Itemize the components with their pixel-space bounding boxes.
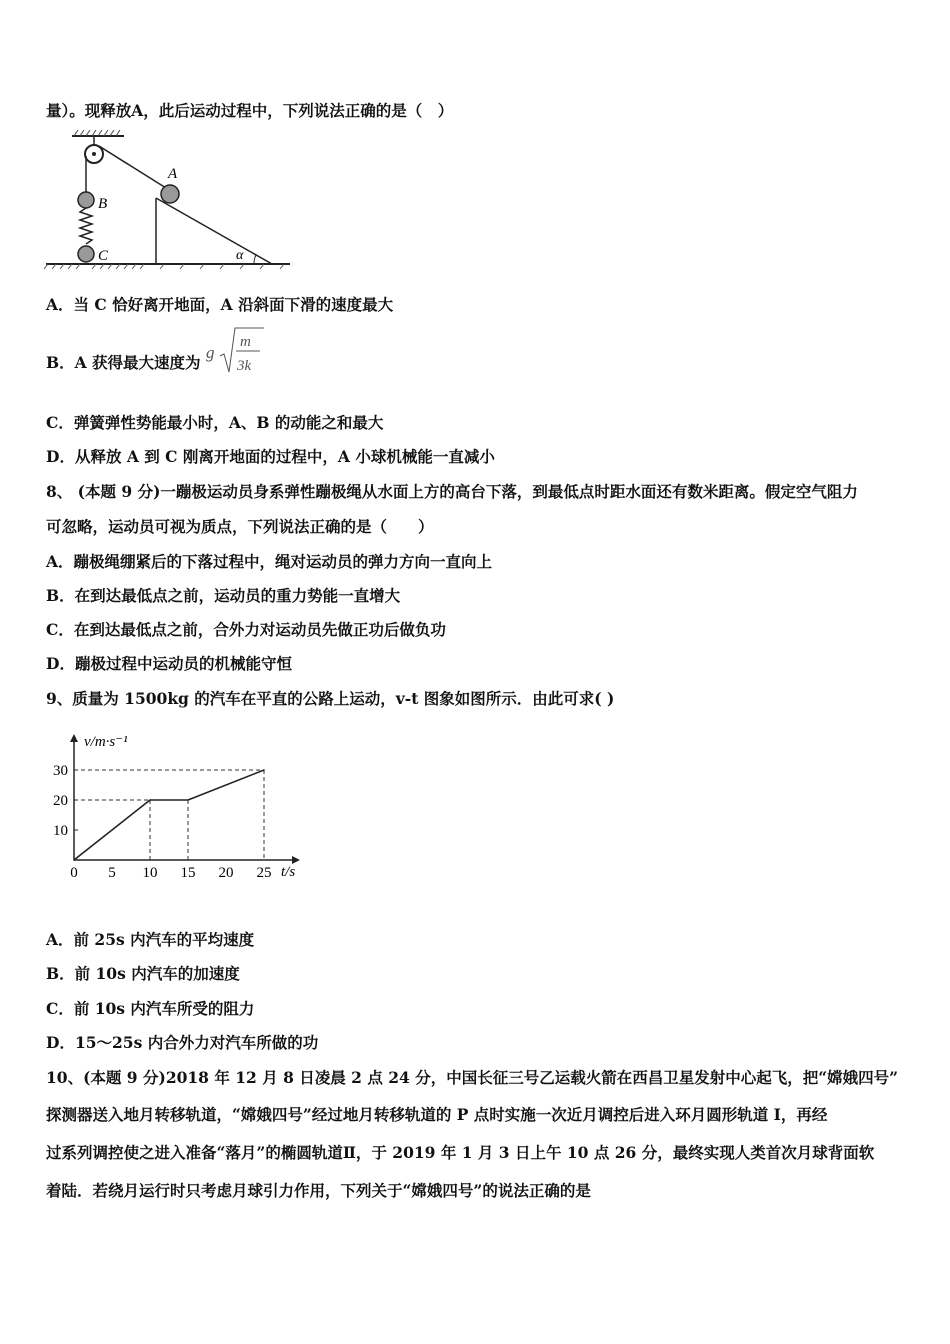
series-segment (74, 800, 150, 860)
q10-line3: 过系列调控使之进入准备“落月”的椭圆轨道Ⅱ，于 2019 年 1 月 3 日上午 10 点 26 分，最终实现人类首次月球背面软 (46, 1143, 875, 1162)
q10-line1: 10、(本题 9 分)2018 年 12 月 8 日凌晨 2 点 24 分，中国长征三号乙运载火箭在西昌卫星发射中心起飞，把“嫦娥四号” (46, 1068, 899, 1087)
svg-text:m: m (240, 334, 251, 350)
svg-text:g: g (206, 343, 215, 362)
q9-option-b: B．前 10s 内汽车的加速度 (46, 964, 240, 983)
q8-option-b: B．在到达最低点之前，运动员的重力势能一直增大 (46, 586, 401, 605)
q9-stem: 9、质量为 1500kg 的汽车在平直的公路上运动，v-t 图象如图所示．由此可求( ) (46, 689, 615, 708)
y-tick-label: 30 (53, 763, 68, 779)
q7-option-a: A．当 C 恰好离开地面，A 沿斜面下滑的速度最大 (46, 295, 394, 314)
q7-option-b: B．A 获得最大速度为 (46, 353, 201, 372)
data-point (263, 769, 265, 771)
y-tick-label: 20 (53, 793, 68, 809)
x-tick-label: 10 (142, 865, 158, 881)
formula-sqrt (206, 326, 266, 378)
q10-line2: 探测器送入地月转移轨道，“嫦娥四号”经过地月转移轨道的 P 点时实施一次近月调控后进入环月圆形轨道 I，再经 (46, 1105, 828, 1124)
x-tick-label: 5 (108, 865, 116, 881)
data-point (149, 799, 151, 801)
x-axis-label: t/s (281, 864, 296, 880)
x-tick-label: 25 (256, 865, 272, 881)
label-alpha: α (236, 248, 244, 263)
q8-option-d: D．蹦极过程中运动员的机械能守恒 (46, 654, 292, 673)
q8-stem-line1: 8、 (本题 9 分)一蹦极运动员身系弹性蹦极绳从水面上方的高台下落，到最低点时距水面还有数米距离。假定空气阻力 (46, 482, 858, 501)
q10-line4: 着陆．若绕月运行时只考虑月球引力作用，下列关于“嫦娥四号”的说法正确的是 (46, 1181, 591, 1200)
series-segment (188, 770, 264, 800)
q8-option-a: A．蹦极绳绷紧后的下落过程中，绳对运动员的弹力方向一直向上 (46, 552, 493, 571)
data-point (73, 859, 75, 861)
q9-option-a: A．前 25s 内汽车的平均速度 (46, 930, 255, 949)
y-axis-arrow (70, 734, 78, 742)
data-point (187, 799, 189, 801)
y-axis-label: v/m·s⁻¹ (84, 734, 128, 750)
y-tick-label: 10 (53, 823, 68, 839)
x-tick-label: 0 (70, 865, 78, 881)
q9-option-c: C．前 10s 内汽车所受的阻力 (46, 999, 255, 1018)
label-c: C (98, 248, 109, 264)
q9-option-d: D．15～25s 内合外力对汽车所做的功 (46, 1033, 319, 1052)
q8-option-c: C．在到达最低点之前，合外力对运动员先做正功后做负功 (46, 620, 446, 639)
svg-text:3k: 3k (237, 358, 252, 374)
x-tick-label: 20 (218, 865, 234, 881)
q8-stem-line2: 可忽略，运动员可视为质点，下列说法正确的是（ ） (46, 517, 434, 536)
x-tick-label: 15 (180, 865, 196, 881)
q7-figure (44, 128, 294, 273)
label-a: A (168, 166, 178, 182)
x-axis-arrow (292, 856, 300, 864)
q7-option-d: D．从释放 A 到 C 刚离开地面的过程中，A 小球机械能一直减小 (46, 447, 495, 466)
label-b: B (98, 196, 108, 212)
q7-stem: 量）。现释放A，此后运动过程中，下列说法正确的是（ ） (46, 101, 454, 120)
vt-chart (44, 730, 314, 890)
q7-option-c: C．弹簧弹性势能最小时，A、B 的动能之和最大 (46, 413, 384, 432)
